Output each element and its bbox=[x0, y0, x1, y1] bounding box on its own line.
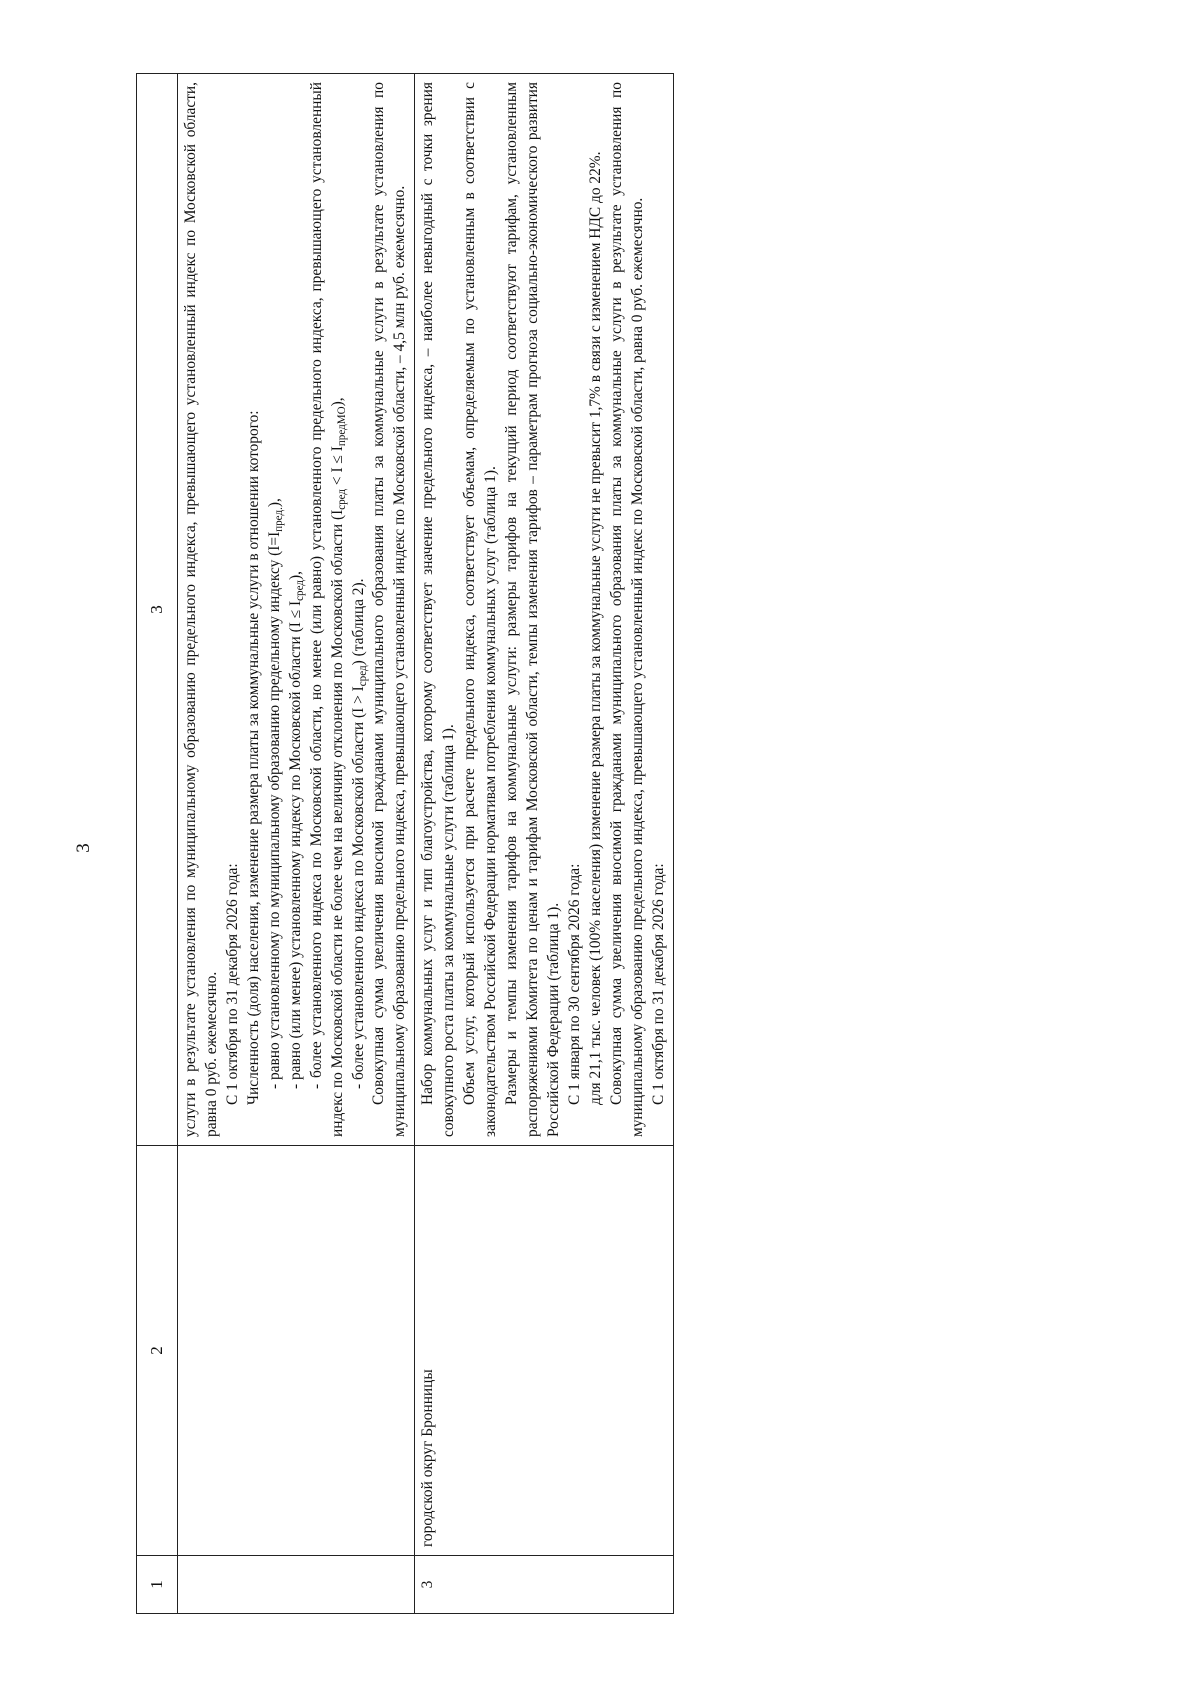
paragraph: Совокупная сумма увеличения вносимой гражданами муниципального образования платы за коммунальные услуги в результате установления по муниципальному образованию предельного индекса, превышающего установленный индекс по Московской области, равна 0 руб. ежемесячно. bbox=[607, 82, 646, 1137]
header-col-2: 2 bbox=[137, 1146, 178, 1556]
row-number: 3 bbox=[415, 1556, 673, 1614]
description-cell bbox=[178, 74, 415, 1146]
paragraph: С 1 октября по 31 декабря 2026 года: bbox=[223, 863, 241, 1105]
municipality-name: городской округ Бронницы bbox=[415, 1146, 673, 1556]
row-number bbox=[178, 1556, 415, 1614]
paragraph: Численность (доля) населения, изменение размера платы за коммунальные услуги в отношении которого: bbox=[244, 410, 262, 1105]
paragraph: - более установленного индекса по Московской области $(I > I_{сред})$ (таблица 2). bbox=[349, 578, 369, 1089]
tariff-table bbox=[136, 73, 674, 1614]
table-row bbox=[415, 74, 673, 1614]
paragraph: услуги в результате установления по муниципальному образованию предельного индекса, превышающего установленный индекс по Московской области, равна 0 руб. ежемесячно. bbox=[182, 82, 220, 1137]
table-row bbox=[178, 74, 415, 1614]
header-col-3: 3 bbox=[137, 74, 178, 1146]
header-col-1: 1 bbox=[137, 1556, 178, 1614]
paragraph: - более установленного индекса по Московской области, но менее (или равно) установленного предельного индекса, превышающего установленный индекс по Московской области не более чем на величину отклонения по Московской области $(I_{сред} < I \le I_{предМО})$, bbox=[307, 82, 348, 1137]
description-cell bbox=[415, 74, 673, 1146]
paragraph: С 1 октября по 31 декабря 2026 года: bbox=[649, 863, 667, 1105]
municipality-name bbox=[178, 1146, 415, 1556]
rotated-page-content bbox=[136, 74, 1048, 1614]
paragraph: для 21,1 тыс. человек (100% населения) изменение размера платы за коммунальные услуги не превысит 1,7% в связи с изменением НДС до 22%. bbox=[586, 151, 604, 1105]
paragraph: Размеры и темпы изменения тарифов на коммунальные услуги: размеры тарифов на текущий период соответствуют тарифам, установленным распоряжениями Комитета по ценам и тарифам Московской области, темпы изменения тарифов – параметрам прогноза социально-экономического развития Российской Федерации (таблица 1). bbox=[503, 82, 562, 1137]
paragraph: - равно установленному по муниципальному образованию предельному индексу $(I=I_{пред.})$, bbox=[265, 498, 285, 1089]
paragraph: С 1 января по 30 сентября 2026 года: bbox=[565, 863, 583, 1105]
paragraph: Набор коммунальных услуг и тип благоустройства, которому соответствует значение предельного индекса, – наиболее невыгодный с точки зрения совокупного роста платы за коммунальные услуги (таблица 1). bbox=[419, 82, 458, 1137]
paragraph: Объем услуг, который используется при расчете предельного индекса, соответствует объемам, определяемым по установленным в соответствии с законодательством Российской Федерации нормативам потребления коммунальных услуг (таблица 1). bbox=[461, 82, 500, 1137]
page-number: 3 bbox=[73, 843, 94, 853]
table-header-row bbox=[137, 74, 178, 1614]
paragraph: Совокупная сумма увеличения вносимой гражданами муниципального образования платы за коммунальные услуги в результате установления по муниципальному образованию предельного индекса, превышающего установленный индекс по Московской области, – 4,5 млн руб. ежемесячно. bbox=[370, 82, 409, 1137]
table-body bbox=[178, 74, 674, 1614]
paragraph: - равно (или менее) установленному индексу по Московской области $(I \le I_{сред})$, bbox=[286, 571, 306, 1089]
